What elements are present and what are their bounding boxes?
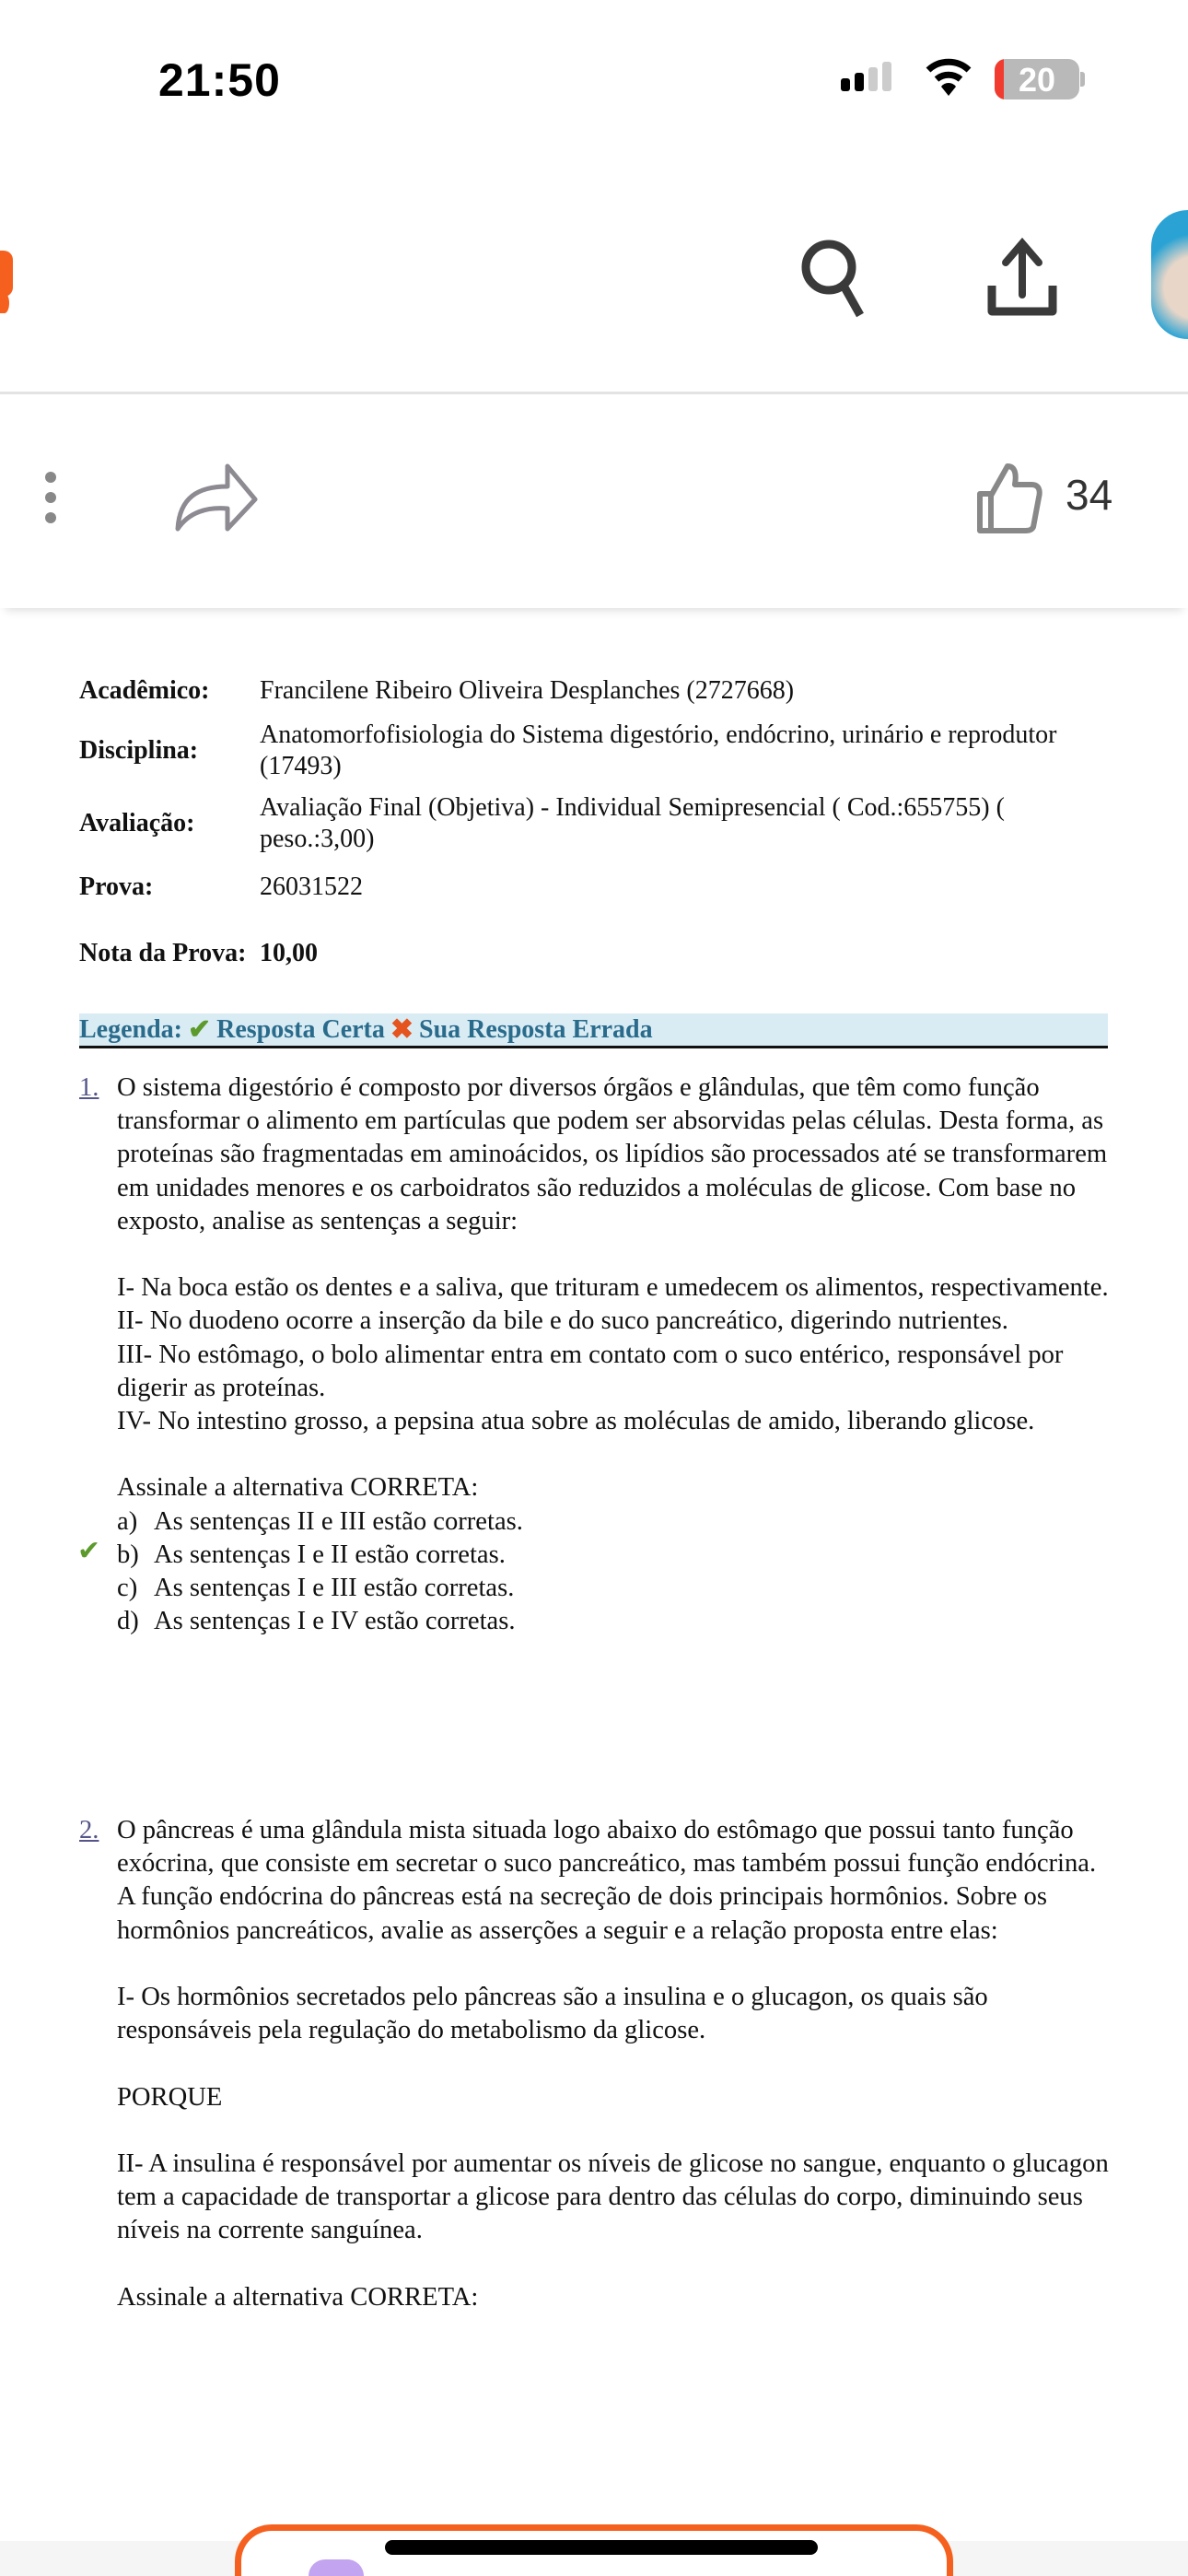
cross-icon: ✖	[390, 1013, 414, 1045]
legend-label: Legenda:	[79, 1014, 182, 1044]
battery-tip	[1080, 72, 1085, 87]
legend-correct: Resposta Certa	[216, 1014, 385, 1044]
value-disciplina: Anatomorfofisiologia do Sistema digestório, endócrino, urinário e reprodutor (17493)	[260, 720, 1057, 780]
question-prompt: Assinale a alternativa CORRETA:	[117, 2282, 479, 2312]
home-indicator[interactable]	[385, 2540, 818, 2555]
legend-wrong: Sua Resposta Errada	[419, 1014, 653, 1044]
connector: PORQUE	[117, 2082, 223, 2112]
question-prompt: Assinale a alternativa CORRETA:	[117, 1473, 479, 1503]
status-time: 21:50	[158, 54, 281, 106]
option-text: As sentenças I e II estão corretas.	[154, 1540, 506, 1569]
option-text: As sentenças I e III estão corretas.	[154, 1574, 515, 1603]
legend-bar	[79, 1013, 1108, 1048]
app-logo[interactable]	[0, 251, 13, 297]
option-d	[117, 1605, 1111, 1638]
label-prova: Prova:	[79, 872, 154, 901]
share-icon[interactable]	[170, 461, 262, 534]
statement: II- No duodeno ocorre a inserção da bile e do suco pancreático, digerindo nutrientes.	[117, 1306, 1008, 1336]
search-icon[interactable]	[792, 230, 884, 322]
upload-icon[interactable]	[976, 230, 1068, 322]
question-intro: O sistema digestório é composto por diversos órgãos e glândulas, que têm como função transformar o alimento em partículas que podem ser absorvidas pelas células. Desta forma, as proteínas são fragmentadas em aminoácidos, os lipídios são processados até se transformarem em unidades menores e os carboidratos são reduzidos a moléculas de glicose. Com base no exposto, analise as sentenças a seguir:	[117, 1073, 1108, 1235]
correct-check-icon: ✔	[77, 1535, 101, 1566]
like-count: 34	[1066, 471, 1113, 519]
battery-icon	[995, 59, 1079, 100]
value-prova: 26031522	[260, 872, 363, 901]
exam-info-table	[79, 668, 1108, 992]
label-nota: Nota da Prova:	[79, 939, 247, 967]
more-options-icon[interactable]	[37, 470, 64, 525]
statement: I- Na boca estão os dentes e a saliva, que trituram e umedecem os alimentos, respectivamente.	[117, 1273, 1109, 1303]
question-1	[79, 1071, 1111, 1638]
sheet-avatar	[309, 2559, 364, 2576]
statement: III- No estômago, o bolo alimentar entra em contato com o suco entérico, responsável por digerir as proteínas.	[117, 1340, 1064, 1402]
cellular-signal-icon	[841, 62, 891, 91]
assertion-1: I- Os hormônios secretados pelo pâncreas são a insulina e o glucagon, os quais são responsáveis pela regulação do metabolismo da glicose.	[117, 1983, 988, 2045]
value-nota: 10,00	[260, 939, 318, 967]
value-academico: Francilene Ribeiro Oliveira Desplanches (2727668)	[260, 676, 795, 705]
question-intro: O pâncreas é uma glândula mista situada logo abaixo do estômago que possui tanto função exócrina, que consiste em secretar o suco pancreático, mas também possui função endócrina. A função endócrina do pâncreas está na secreção de dois principais hormônios. Sobre os hormônios pancreáticos, avalie as asserções a seguir e a relação proposta entre elas:	[117, 1816, 1097, 1945]
label-disciplina: Disciplina:	[79, 736, 199, 765]
assertion-2: II- A insulina é responsável por aumentar os níveis de glicose no sangue, enquanto o glucagon tem a capacidade de transportar a glicose para dentro das células do corpo, diminuindo seus níveis na corrente sanguínea.	[117, 2149, 1109, 2245]
option-letter: d)	[117, 1607, 139, 1636]
value-avaliacao: Avaliação Final (Objetiva) - Individual Semipresencial ( Cod.:655755) ( peso.:3,00)	[260, 793, 1005, 853]
question-number-link[interactable]: 1.	[79, 1073, 99, 1102]
question-number-link[interactable]: 2.	[79, 1816, 99, 1844]
check-icon: ✔	[188, 1013, 212, 1045]
app-logo-dot	[0, 293, 9, 313]
battery-level: 20	[1018, 61, 1056, 99]
label-academico: Acadêmico:	[79, 676, 210, 705]
wifi-icon	[926, 57, 972, 98]
thumbs-up-icon[interactable]	[974, 461, 1057, 534]
option-letter: b)	[117, 1540, 139, 1569]
option-text: As sentenças II e III estão corretas.	[154, 1506, 523, 1536]
option-c	[117, 1572, 1111, 1605]
option-letter: a)	[117, 1506, 138, 1536]
statement: IV- No intestino grosso, a pepsina atua sobre as moléculas de amido, liberando glicose.	[117, 1407, 1035, 1436]
option-text: As sentenças I e IV estão corretas.	[154, 1607, 516, 1636]
option-letter: c)	[117, 1574, 138, 1603]
option-b	[77, 1535, 1111, 1572]
avatar[interactable]	[1151, 210, 1188, 339]
option-a	[117, 1505, 1111, 1539]
question-2	[79, 1814, 1111, 2314]
label-avaliacao: Avaliação:	[79, 809, 195, 837]
